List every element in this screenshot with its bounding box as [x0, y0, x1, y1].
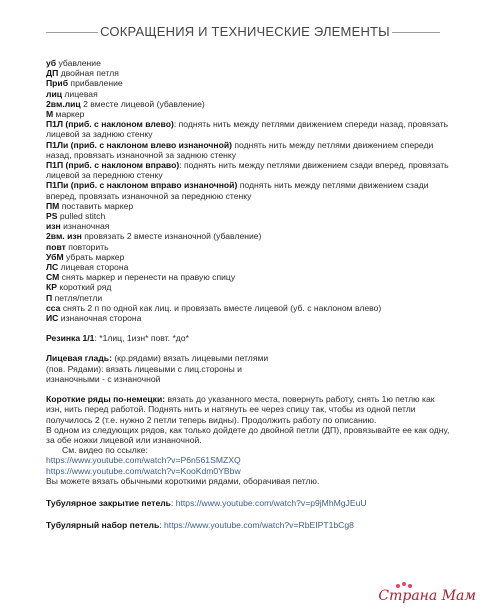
abbreviation-item — [46, 180, 450, 200]
abbreviation-item — [46, 99, 450, 109]
abbreviation-term: ЛС — [46, 262, 59, 273]
tubular-caston-link[interactable]: https://www.youtube.com/watch?v=RbEIPT1bCg8 — [164, 520, 354, 531]
abbreviation-term: ИС — [46, 313, 59, 324]
abbreviation-term: PS — [46, 211, 58, 222]
abbreviation-definition: маркер — [53, 109, 85, 120]
abbreviation-definition: 2 вместе лицевой (убавление) — [80, 98, 205, 109]
abbreviation-definition: прибавление — [68, 78, 123, 89]
abbreviation-term: ДП — [46, 68, 59, 79]
abbreviation-item — [46, 262, 450, 272]
abbreviation-term: изн — [46, 221, 61, 232]
tubular-caston — [46, 520, 450, 530]
short-rows-definition — [46, 394, 450, 425]
abbreviation-item — [46, 303, 450, 313]
abbreviation-item — [46, 242, 450, 252]
abbreviation-definition: снять маркер и перенести на правую спицу — [59, 272, 236, 283]
header-rule-right — [392, 32, 440, 33]
abbreviation-definition: : поднять нить между петлями движением сзади вперед, провязать лицевой за переднюю стенку — [46, 160, 449, 181]
abbreviation-term: уб — [46, 58, 57, 68]
abbreviation-definition: поднять нить между петлями движением спереди назад, провязать изнаночной за заднюю стенку — [46, 139, 434, 160]
stockinette-term: Лицевая гладь: — [46, 353, 112, 364]
rib-definition — [46, 333, 450, 343]
rib-text: : *1лиц, 1изн* повт. *до* — [94, 333, 189, 344]
abbreviation-item — [46, 252, 450, 262]
abbreviation-term: П1Ли (приб. с наклоном влево изнаночной) — [46, 139, 232, 150]
stockinette-definition — [46, 353, 450, 384]
abbreviation-item — [46, 272, 450, 282]
abbreviation-term: лиц — [46, 88, 63, 99]
abbreviation-definition: поднять нить между петлями движением сзади вперед, провязать изнаночной за переднюю стенку — [46, 180, 429, 201]
watermark-logo: Страна Мам — [378, 588, 476, 604]
video-link-1[interactable]: https://www.youtube.com/watch?v=P6n561SMZXQ — [46, 455, 241, 466]
abbreviation-term: сса — [46, 302, 61, 313]
abbreviation-definition: повторить — [65, 241, 109, 252]
abbreviation-definition: провязать 2 вместе изнаночной (убавление) — [81, 231, 262, 242]
tubular-caston-term: Тубулярный набор петель — [46, 520, 160, 531]
tubular-caston-sep: : — [159, 520, 165, 531]
abbreviation-term: Приб — [46, 78, 69, 89]
stockinette-line-2: (пов. Рядами): вязать лицевыми с лиц.стороны и — [46, 363, 242, 374]
abbreviation-item — [46, 282, 450, 292]
abbreviation-term: 2вм.лиц — [46, 98, 81, 109]
abbreviation-item — [46, 201, 450, 211]
abbreviation-item — [46, 119, 450, 139]
abbreviation-definition: поставить маркер — [59, 200, 134, 211]
abbreviation-term: 2вм. изн — [46, 231, 82, 242]
abbreviation-definition: петля/петли — [52, 292, 103, 303]
abbreviation-term: СМ — [46, 272, 60, 283]
abbreviation-definition: pulled stitch — [57, 211, 106, 222]
tubular-bindoff-link[interactable]: https://www.youtube.com/watch?v=p9jMhMgJEuU — [175, 497, 367, 508]
abbreviation-definition: снять 2 п по одной как лиц. и провязать вместе лицевой (уб. с наклоном влево) — [60, 302, 382, 313]
video-label: См. видео по ссылке: — [62, 445, 148, 456]
tubular-bindoff-term: Тубулярное закрытие петель — [46, 497, 171, 508]
stockinette-line-1: (кр.рядами) вязать лицевыми петлями — [111, 353, 269, 364]
abbreviation-definition: лицевая сторона — [58, 262, 129, 273]
page-header — [0, 18, 486, 46]
abbreviation-term: КР — [46, 282, 57, 293]
header-rule-left — [46, 32, 98, 33]
abbreviation-item — [46, 160, 450, 180]
abbreviation-definition: изнаночная — [60, 221, 110, 232]
short-rows-term: Короткие ряды по-немецки: — [46, 394, 166, 405]
abbreviation-item — [46, 313, 450, 323]
abbreviation-item — [46, 140, 450, 160]
abbreviation-term: повт — [46, 241, 66, 252]
tubular-bindoff — [46, 498, 450, 508]
abbreviation-item — [46, 68, 450, 78]
abbreviation-definition: короткий ряд — [56, 282, 112, 293]
abbreviation-item — [46, 58, 450, 68]
abbreviation-item — [46, 78, 450, 88]
abbreviation-definition: лицевая — [62, 88, 98, 99]
abbreviation-term: М — [46, 109, 54, 120]
abbreviation-term: П1Л (приб. с наклоном влево) — [46, 119, 174, 130]
short-rows-paragraph-2: В одном из следующих рядов, как только дойдете до двойной петли (ДП), провязывайте ее как одну, за обе ножки лицевой или изнаночной. — [46, 424, 450, 445]
abbreviation-item — [46, 89, 450, 99]
abbreviation-term: УбМ — [46, 251, 64, 262]
abbreviation-definition: убрать маркер — [63, 251, 125, 262]
abbreviation-term: П1Пи (приб. с наклоном вправо изнаночной) — [46, 180, 238, 191]
content — [46, 58, 450, 530]
abbreviation-term: П1П (приб. с наклоном вправо) — [46, 160, 180, 171]
abbreviation-term: П — [46, 292, 53, 303]
stockinette-line-3: изнаночными - с изнаночной — [46, 373, 161, 384]
abbreviation-definition: убавление — [56, 58, 101, 68]
video-link-2[interactable]: https://www.youtube.com/watch?v=KooKdm0YBbw — [46, 465, 241, 476]
abbreviation-item — [46, 231, 450, 241]
abbreviation-list — [46, 58, 450, 323]
abbreviation-item — [46, 109, 450, 119]
abbreviation-term: ПМ — [46, 200, 60, 211]
abbreviation-definition: двойная петля — [58, 68, 119, 79]
rib-term: Резинка 1/1 — [46, 333, 95, 344]
page-title: СОКРАЩЕНИЯ И ТЕХНИЧЕСКИЕ ЭЛЕМЕНТЫ — [100, 24, 390, 39]
abbreviation-item — [46, 293, 450, 303]
abbreviation-item — [46, 211, 450, 221]
short-rows-note: Вы можете вязать обычными короткими рядами, оборачивая петлю. — [46, 475, 320, 486]
tubular-bindoff-sep: : — [170, 497, 176, 508]
abbreviation-item — [46, 221, 450, 231]
abbreviation-definition: изнаночная сторона — [58, 313, 142, 324]
abbreviation-definition: : поднять нить между петлями движением спереди назад, провязать лицевой за заднюю стенку — [46, 119, 449, 140]
short-rows-text: вязать до указанного места, повернуть работу, снять 1ю петлю как изн, нить перед работой. Поднять нить и натянуть ее через спицу так, чтобы из одной петли получилось 2 (т.е. нужно 2 петли теперь видны). Продолжить работу по описанию. — [46, 394, 435, 425]
